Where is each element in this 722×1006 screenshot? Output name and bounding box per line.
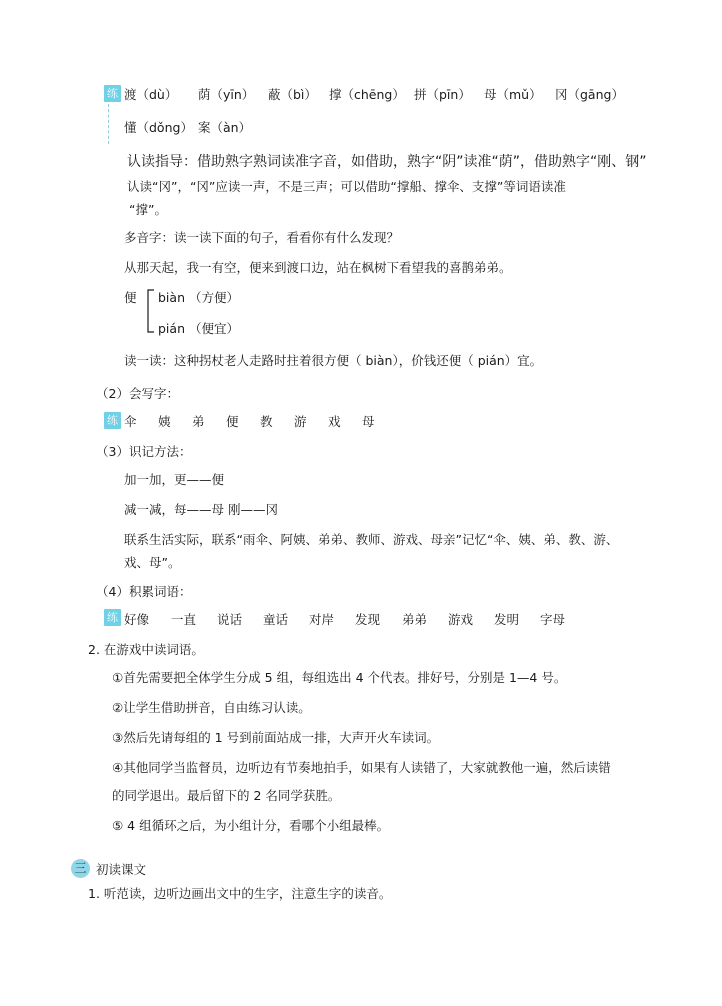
word-item: 一直 (171, 612, 197, 627)
game-step-4b: 的同学退出。最后留下的 2 名同学获胜。 (112, 788, 341, 803)
memory-life-2: 戏、母”。 (124, 555, 181, 570)
word-item: 童话 (263, 612, 289, 627)
write-char: 游 (294, 414, 307, 429)
practice-tag-icon: 练 (104, 412, 121, 429)
dashed-divider (108, 104, 109, 144)
section-number-badge: 三 (71, 859, 90, 878)
guide-line-3: “撑”。 (129, 202, 167, 217)
write-char: 伞 (124, 414, 137, 429)
memory-add: 加一加，更——便 (124, 472, 225, 487)
practice-tag-icon: 练 (104, 609, 121, 626)
pinyin-item: 案（àn） (198, 120, 252, 135)
word-item: 发现 (355, 612, 381, 627)
word-item: 游戏 (448, 612, 474, 627)
memory-sub: 减一减，每——母 刚——冈 (124, 502, 278, 517)
write-char: 便 (226, 414, 239, 429)
write-heading: （2）会写字： (96, 386, 179, 401)
polyphone-char: 便 (124, 290, 137, 305)
memory-life-1: 联系生活实际，联系“雨伞、阿姨、弟弟、教师、游戏、母亲”记忆“伞、姨、弟、教、游、 (124, 532, 619, 547)
write-char: 教 (260, 414, 273, 429)
write-chars (124, 414, 396, 430)
polyphone-reading-2: pián （便宜） (158, 321, 239, 336)
words-heading: （4）积累词语： (96, 584, 192, 599)
polyphone-practice: 读一读：这种拐杖老人走路时拄着很方便（ biàn），价钱还便（ pián）宜。 (124, 353, 543, 368)
game-step-1: ①首先需要把全体学生分成 5 组，每组选出 4 个代表。排好号，分别是 1—4 号。 (112, 670, 567, 685)
game-step-4a: ④其他同学当监督员，边听边有节奏地拍手，如果有人读错了，大家就教他一遍，然后读错 (112, 760, 611, 775)
word-item: 发明 (494, 612, 520, 627)
word-item: 字母 (540, 612, 566, 627)
game-heading: 2. 在游戏中读词语。 (88, 642, 204, 657)
polyphone-reading-1: biàn （方便） (158, 290, 239, 305)
pinyin-item: 撑（chēng） (329, 87, 405, 102)
practice-tag-icon: 练 (104, 85, 121, 102)
game-step-2: ②让学生借助拼音，自由练习认读。 (112, 700, 311, 715)
write-char: 戏 (328, 414, 341, 429)
guide-line-1: 认读指导：借助熟字熟词读准字音，如借助，熟字“阴”读准“荫”，借助熟字“刚、钢” (127, 154, 647, 170)
word-item: 对岸 (309, 612, 335, 627)
game-step-3: ③然后先请每组的 1 号到前面站成一排，大声开火车读词。 (112, 730, 440, 745)
pinyin-item: 蔽（bì） (268, 87, 317, 102)
word-item: 说话 (217, 612, 243, 627)
word-item: 弟弟 (402, 612, 428, 627)
pinyin-item: 荫（yīn） (198, 87, 255, 102)
pinyin-item: 拼（pīn） (414, 87, 471, 102)
pinyin-item: 渡（dù） (124, 87, 178, 102)
section-title: 初读课文 (96, 862, 147, 877)
word-item: 好像 (124, 612, 150, 627)
pinyin-item: 懂（dǒng） (124, 120, 193, 135)
pinyin-item: 母（mǔ） (484, 87, 542, 102)
write-char: 母 (362, 414, 375, 429)
pinyin-item: 冈（gāng） (555, 87, 624, 102)
section-item-1: 1. 听范读，边听边画出文中的生字，注意生字的读音。 (88, 886, 392, 901)
polyphone-intro: 多音字：读一读下面的句子，看看你有什么发现？ (124, 230, 400, 245)
brace-icon (144, 288, 156, 334)
game-step-5: ⑤ 4 组循环之后，为小组计分，看哪个小组最棒。 (112, 818, 390, 833)
guide-line-2: 认读“冈”，“冈”应读一声，不是三声；可以借助“撑船、撑伞、支撑”等词语读准 (127, 179, 566, 194)
polyphone-sentence: 从那天起，我一有空，便来到渡口边，站在枫树下看望我的喜鹊弟弟。 (124, 260, 512, 275)
words-list (124, 612, 580, 628)
memory-heading: （3）识记方法： (96, 444, 192, 459)
write-char: 姨 (158, 414, 171, 429)
write-char: 弟 (192, 414, 205, 429)
